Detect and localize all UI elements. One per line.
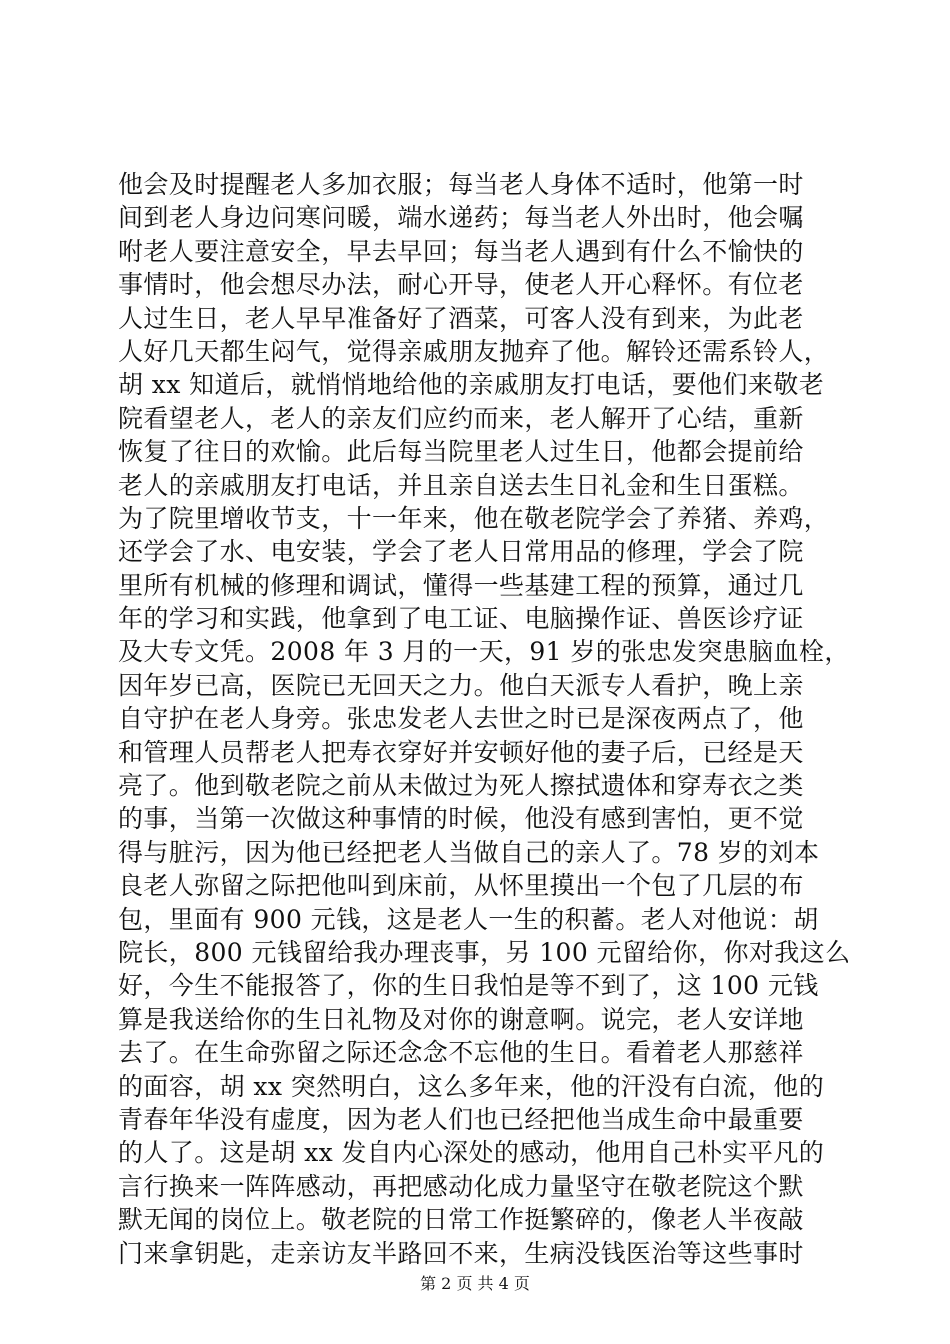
text-line: 里所有机械的修理和调试，懂得一些基建工程的预算，通过几 (118, 570, 804, 600)
text-line: 院长，800 元钱留给我办理丧事，另 100 元留给你，你对我这么 (118, 937, 851, 967)
text-line: 良老人弥留之际把他叫到床前，从怀里摸出一个包了几层的布 (118, 871, 804, 901)
text-line: 亮了。他到敬老院之前从未做过为死人擦拭遗体和穿寿衣之类 (118, 771, 804, 801)
text-line: 老人的亲戚朋友打电话，并且亲自送去生日礼金和生日蛋糕。 (118, 470, 804, 500)
text-line: 年的学习和实践，他拿到了电工证、电脑操作证、兽医诊疗证 (118, 604, 804, 634)
text-line: 恢复了往日的欢愉。此后每当院里老人过生日，他都会提前给 (118, 437, 804, 467)
text-line: 人好几天都生闷气，觉得亲戚朋友抛弃了他。解铃还需系铃人， (118, 336, 830, 366)
text-line: 的面容，胡 xx 突然明白，这么多年来，他的汗没有白流，他的 (118, 1071, 825, 1101)
text-line: 人过生日，老人早早准备好了酒菜，可客人没有到来，为此老 (118, 303, 804, 333)
text-line: 好，今生不能报答了，你的生日我怕是等不到了，这 100 元钱 (118, 971, 819, 1001)
text-line: 为了院里增收节支，十一年来，他在敬老院学会了养猪、养鸡， (118, 503, 830, 533)
text-line: 包，里面有 900 元钱，这是老人一生的积蓄。老人对他说：胡 (118, 904, 819, 934)
text-line: 和管理人员帮老人把寿衣穿好并安顿好他的妻子后，已经是天 (118, 737, 804, 767)
text-line: 言行换来一阵阵感动，再把感动化成力量坚守在敬老院这个默 (118, 1171, 804, 1201)
text-line: 及大专文凭。2008 年 3 月的一天，91 岁的张忠发突患脑血栓， (118, 637, 850, 667)
text-line: 门来拿钥匙，走亲访友半路回不来，生病没钱医治等这些事时 (118, 1238, 804, 1268)
text-line: 院看望老人，老人的亲友们应约而来，老人解开了心结，重新 (118, 403, 804, 433)
page-number-label: 第 2 页 共 4 页 (420, 1274, 530, 1293)
text-line: 咐老人要注意安全，早去早回；每当老人遇到有什么不愉快的 (118, 236, 804, 266)
text-line: 算是我送给你的生日礼物及对你的谢意啊。说完，老人安详地 (118, 1004, 804, 1034)
text-line: 的人了。这是胡 xx 发自内心深处的感动，他用自己朴实平凡的 (118, 1138, 825, 1168)
text-line: 因年岁已高，医院已无回天之力。他白天派专人看护，晚上亲 (118, 670, 804, 700)
text-line: 还学会了水、电安装，学会了老人日常用品的修理，学会了院 (118, 537, 804, 567)
text-line: 他会及时提醒老人多加衣服；每当老人身体不适时，他第一时 (118, 170, 804, 199)
text-line: 事情时，他会想尽办法，耐心开导，使老人开心释怀。有位老 (118, 270, 804, 300)
text-line: 去了。在生命弥留之际还念念不忘他的生日。看着老人那慈祥 (118, 1038, 804, 1068)
text-line: 得与脏污，因为他已经把老人当做自己的亲人了。78 岁的刘本 (118, 837, 820, 867)
text-line: 胡 xx 知道后，就悄悄地给他的亲戚朋友打电话，要他们来敬老 (118, 370, 825, 400)
text-line: 间到老人身边问寒问暖，端水递药；每当老人外出时，他会嘱 (118, 203, 804, 233)
text-line: 自守护在老人身旁。张忠发老人去世之时已是深夜两点了，他 (118, 704, 804, 734)
page-footer (0, 1274, 950, 1294)
text-line: 默无闻的岗位上。敬老院的日常工作挺繁碎的，像老人半夜敲 (118, 1205, 804, 1235)
body-paragraph (118, 168, 851, 1270)
text-line: 的事，当第一次做这种事情的时候，他没有感到害怕，更不觉 (118, 804, 804, 834)
text-line: 青春年华没有虚度，因为老人们也已经把他当成生命中最重要 (118, 1104, 804, 1134)
